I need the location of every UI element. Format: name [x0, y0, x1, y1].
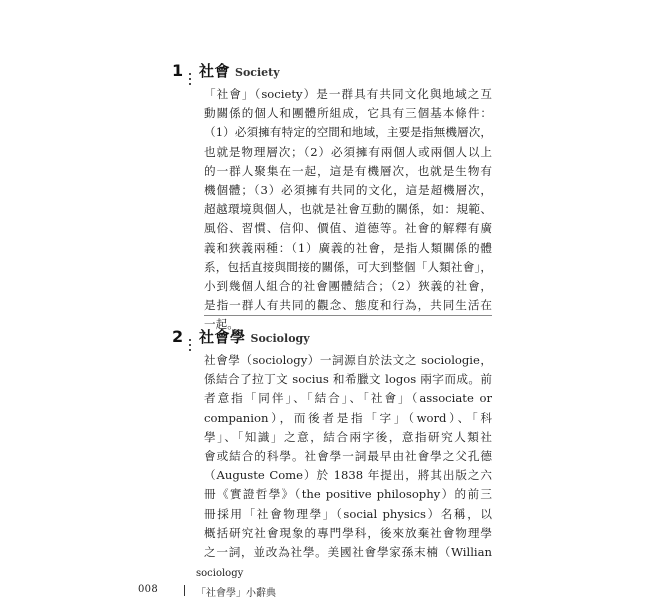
definition-line: 「社會」（society）是一群具有共同文化與地域之互: [204, 87, 492, 101]
definition-line: 概括研究社會現象的專門學科，後來放棄社會物理學: [204, 525, 492, 540]
definition-line: 者意指「同伴」、「結合」、「社會」（associate or: [204, 391, 492, 406]
definition-line: 義和狹義兩種：（1）廣義的社會，是指人類關係的體: [204, 240, 492, 255]
definition-line: 風俗、習慣、信仰、價值、道德等。社會的解釋有廣: [204, 221, 492, 236]
entry-divider: [204, 315, 492, 316]
running-title-chinese: 「社會學」小辭典: [196, 588, 276, 599]
entry-society: [172, 60, 492, 334]
footer-separator: [184, 585, 185, 596]
definition-line: 小到幾個人組合的社會團體結合；（2）狹義的社會，: [204, 278, 492, 293]
entry-term-english: Sociology: [250, 332, 310, 345]
vertical-dots-icon: [189, 73, 193, 85]
definition-line: 學」、「知識」之意，結合兩字後，意指研究人類社: [204, 429, 492, 444]
definition-line: 會或結合的科學。社會學一詞最早由社會學之父孔德: [204, 448, 492, 463]
entry-heading: [172, 60, 492, 84]
definition-line: 動關係的個人和團體所組成，它具有三個基本條件：: [204, 106, 492, 121]
definition-line: 的一群人聚集在一起，這是有機層次，也就是生物有: [204, 163, 492, 178]
entry-sociology: [172, 326, 492, 562]
definition-line: 機個體；（3）必須擁有共同的文化，這是超機層次，: [204, 182, 492, 197]
definition-line: companion），而後者是指「字」（word）、「科: [204, 410, 492, 425]
definition-line: 冊採用「社會物理學」（social physics）名稱，以: [204, 506, 492, 521]
definition-line: 社會學（sociology）一詞源自於法文之 sociologie，: [204, 353, 492, 367]
definition-line: 是指一群人有共同的觀念、態度和行為，共同生活在: [204, 298, 492, 313]
definition-line: 係結合了拉丁文 socius 和希臘文 logos 兩字而成。前: [204, 372, 492, 387]
running-title-english: sociology: [196, 568, 244, 579]
entry-definition: [204, 351, 492, 562]
definition-line: （Auguste Come）於 1838 年提出，將其出版之六: [204, 468, 492, 483]
definition-line: 冊《實證哲學》（the positive philosophy）的前三: [204, 487, 492, 502]
definition-line: 超越環境與個人，也就是社會互動的關係，如：規範、: [204, 202, 492, 217]
entry-heading: [172, 326, 492, 350]
definition-line: （1）必須擁有特定的空間和地域，主要是指無機層次，: [204, 125, 492, 140]
definition-line: 也就是物理層次；（2）必須擁有兩個人或兩個人以上: [204, 144, 492, 159]
page-footer: [138, 568, 338, 604]
entry-term-english: Society: [235, 66, 280, 79]
definition-line: 之一詞，並改為社學。美國社會學家孫末楠（Willian: [204, 544, 492, 559]
entry-term-chinese: 社會學: [199, 328, 246, 346]
entry-number: 1: [172, 61, 184, 80]
vertical-dots-icon: [189, 339, 193, 351]
definition-line: 一起。: [204, 317, 239, 332]
entry-term-chinese: 社會: [199, 62, 231, 80]
page-number: 008: [138, 584, 158, 595]
entry-definition: [204, 85, 492, 334]
entry-number: 2: [172, 327, 184, 346]
definition-line: 系，包括直接與間接的關係，可大到整個「人類社會」，: [204, 259, 492, 274]
